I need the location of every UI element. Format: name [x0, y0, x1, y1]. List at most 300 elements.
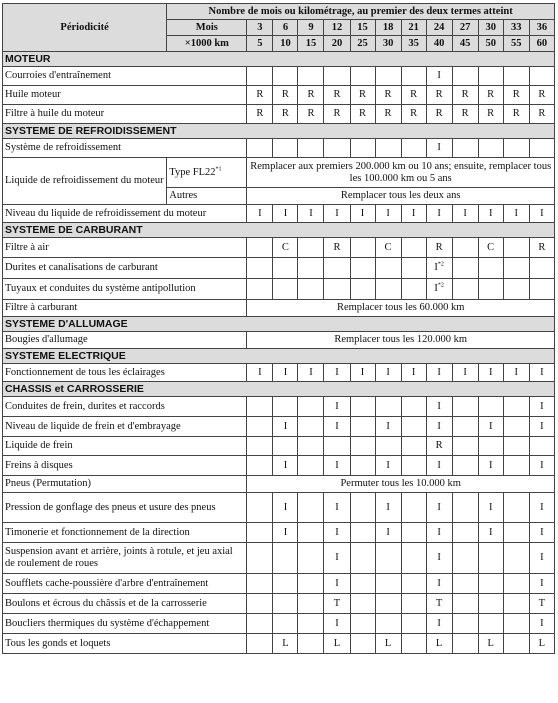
interval-cell: [324, 139, 350, 158]
interval-cell: I: [324, 574, 350, 594]
interval-cell: C: [478, 238, 503, 258]
interval-cell: [350, 67, 375, 86]
interval-cell: T: [529, 594, 554, 614]
interval-cell: I: [273, 205, 298, 223]
interval-cell: [401, 139, 426, 158]
month-header: 30: [478, 20, 503, 36]
table-row: [3, 105, 555, 124]
interval-cell: [478, 139, 503, 158]
interval-cell: R: [478, 86, 503, 105]
interval-cell: R: [324, 238, 350, 258]
interval-cell: L: [375, 634, 401, 654]
interval-cell: [401, 456, 426, 476]
interval-cell: I: [426, 417, 452, 437]
interval-cell: [273, 543, 298, 574]
interval-cell: [350, 238, 375, 258]
km-header: 35: [401, 36, 426, 52]
interval-cell: [324, 67, 350, 86]
interval-cell: [375, 614, 401, 634]
interval-cell: L: [478, 634, 503, 654]
interval-cell: $I^{*2}$: [426, 279, 452, 300]
interval-cell: [401, 238, 426, 258]
interval-cell: I: [529, 493, 554, 523]
row-label: Soufflets cache-poussière d'arbre d'entraînement: [3, 574, 247, 594]
interval-cell: I: [247, 364, 273, 382]
interval-note: Remplacer tous les 60.000 km: [247, 300, 555, 317]
interval-cell: I: [478, 456, 503, 476]
interval-cell: R: [452, 105, 478, 124]
interval-cell: I: [375, 523, 401, 543]
interval-note: Permuter tous les 10.000 km: [247, 476, 555, 493]
interval-cell: I: [324, 493, 350, 523]
maintenance-schedule-table: [2, 3, 555, 654]
interval-cell: [503, 417, 529, 437]
table-row: [3, 364, 555, 382]
interval-cell: R: [529, 105, 554, 124]
interval-cell: [350, 614, 375, 634]
interval-cell: C: [273, 238, 298, 258]
interval-cell: I: [503, 205, 529, 223]
interval-cell: [452, 594, 478, 614]
km-header: 60: [529, 36, 554, 52]
month-header: 6: [273, 20, 298, 36]
interval-note: Remplacer tous les deux ans: [247, 188, 555, 205]
interval-cell: [298, 634, 324, 654]
interval-cell: R: [298, 105, 324, 124]
interval-cell: L: [529, 634, 554, 654]
interval-cell: R: [426, 105, 452, 124]
km-header: 25: [350, 36, 375, 52]
interval-cell: [401, 397, 426, 417]
interval-cell: [478, 67, 503, 86]
interval-cell: I: [426, 456, 452, 476]
interval-cell: [350, 258, 375, 279]
table-row: [3, 543, 555, 574]
interval-cell: I: [426, 543, 452, 574]
interval-cell: [350, 574, 375, 594]
month-header: 24: [426, 20, 452, 36]
interval-cell: I: [529, 456, 554, 476]
interval-cell: [503, 397, 529, 417]
interval-cell: [478, 397, 503, 417]
row-label: Freins à disques: [3, 456, 247, 476]
interval-cell: I: [247, 205, 273, 223]
interval-cell: [478, 543, 503, 574]
interval-cell: [247, 594, 273, 614]
interval-cell: [247, 456, 273, 476]
interval-cell: [298, 258, 324, 279]
interval-cell: I: [478, 364, 503, 382]
interval-cell: [478, 279, 503, 300]
row-label: Système de refroidissement: [3, 139, 247, 158]
interval-cell: I: [324, 614, 350, 634]
interval-cell: [452, 238, 478, 258]
interval-cell: [298, 594, 324, 614]
interval-cell: [350, 397, 375, 417]
interval-cell: [375, 258, 401, 279]
interval-cell: [350, 543, 375, 574]
interval-cell: R: [324, 105, 350, 124]
table-row: [3, 493, 555, 523]
interval-cell: [298, 397, 324, 417]
section-row: [3, 52, 555, 67]
month-header: 33: [503, 20, 529, 36]
interval-cell: I: [529, 205, 554, 223]
interval-cell: I: [375, 493, 401, 523]
interval-cell: [503, 614, 529, 634]
row-label: Liquide de frein: [3, 437, 247, 456]
row-label: Tuyaux et conduites du système antipollution: [3, 279, 247, 300]
footnote-mark: *2: [437, 282, 444, 289]
interval-cell: I: [452, 205, 478, 223]
interval-cell: [273, 139, 298, 158]
section-title: SYSTEME ELECTRIQUE: [3, 349, 555, 364]
interval-cell: [503, 238, 529, 258]
interval-note: Remplacer tous les 120.000 km: [247, 332, 555, 349]
interval-cell: [452, 139, 478, 158]
interval-cell: I: [529, 364, 554, 382]
interval-cell: R: [350, 105, 375, 124]
interval-cell: [478, 574, 503, 594]
interval-cell: [298, 456, 324, 476]
interval-cell: [375, 437, 401, 456]
interval-cell: T: [426, 594, 452, 614]
interval-cell: I: [375, 456, 401, 476]
row-label: Fonctionnement de tous les éclairages: [3, 364, 247, 382]
row-label: Huile moteur: [3, 86, 247, 105]
interval-cell: [247, 258, 273, 279]
km-header: 40: [426, 36, 452, 52]
month-header: 15: [350, 20, 375, 36]
km-header: 20: [324, 36, 350, 52]
interval-cell: [478, 258, 503, 279]
row-label: Filtre à air: [3, 238, 247, 258]
interval-cell: R: [478, 105, 503, 124]
interval-cell: I: [478, 523, 503, 543]
interval-cell: [247, 523, 273, 543]
interval-cell: [247, 139, 273, 158]
km-header: 5: [247, 36, 273, 52]
interval-cell: R: [273, 105, 298, 124]
interval-cell: [401, 543, 426, 574]
interval-cell: [503, 258, 529, 279]
months-label: Mois: [167, 20, 247, 36]
table-row: [3, 258, 555, 279]
section-row: [3, 223, 555, 238]
interval-cell: [452, 279, 478, 300]
interval-cell: [529, 258, 554, 279]
interval-cell: C: [375, 238, 401, 258]
row-label: Tous les gonds et loquets: [3, 634, 247, 654]
interval-cell: [350, 139, 375, 158]
interval-cell: [273, 594, 298, 614]
interval-cell: [452, 574, 478, 594]
interval-cell: [452, 437, 478, 456]
interval-cell: [298, 493, 324, 523]
section-title: CHASSIS et CARROSSERIE: [3, 382, 555, 397]
row-label: Boulons et écrous du châssis et de la carrosserie: [3, 594, 247, 614]
interval-cell: [529, 279, 554, 300]
footnote-mark: *2: [437, 261, 444, 268]
interval-cell: [503, 574, 529, 594]
interval-cell: [452, 634, 478, 654]
interval-cell: I: [375, 364, 401, 382]
interval-cell: [375, 139, 401, 158]
section-row: [3, 317, 555, 332]
interval-cell: [298, 238, 324, 258]
interval-cell: I: [529, 574, 554, 594]
interval-cell: R: [426, 437, 452, 456]
km-header: 15: [298, 36, 324, 52]
interval-cell: L: [426, 634, 452, 654]
interval-cell: [247, 574, 273, 594]
interval-cell: [401, 594, 426, 614]
interval-cell: I: [375, 205, 401, 223]
km-header: 50: [478, 36, 503, 52]
interval-cell: [247, 238, 273, 258]
interval-cell: R: [426, 238, 452, 258]
interval-cell: I: [529, 523, 554, 543]
interval-cell: [375, 67, 401, 86]
row-label: Durites et canalisations de carburant: [3, 258, 247, 279]
km-header: 30: [375, 36, 401, 52]
interval-cell: I: [324, 364, 350, 382]
table-row: [3, 594, 555, 614]
interval-cell: R: [401, 105, 426, 124]
section-title: SYSTEME D'ALLUMAGE: [3, 317, 555, 332]
month-header: 36: [529, 20, 554, 36]
interval-cell: I: [478, 493, 503, 523]
interval-cell: [273, 397, 298, 417]
interval-cell: R: [503, 105, 529, 124]
interval-cell: I: [426, 67, 452, 86]
interval-cell: [273, 67, 298, 86]
interval-cell: I: [452, 364, 478, 382]
interval-cell: I: [324, 456, 350, 476]
interval-cell: [529, 437, 554, 456]
interval-cell: [273, 437, 298, 456]
month-header: 3: [247, 20, 273, 36]
month-header: 12: [324, 20, 350, 36]
interval-cell: [478, 594, 503, 614]
row-label: Bougies d'allumage: [3, 332, 247, 349]
interval-cell: I: [350, 364, 375, 382]
interval-cell: I: [426, 397, 452, 417]
interval-cell: R: [247, 86, 273, 105]
interval-cell: I: [426, 574, 452, 594]
interval-cell: [401, 437, 426, 456]
month-header: 21: [401, 20, 426, 36]
interval-cell: [247, 543, 273, 574]
section-row: [3, 124, 555, 139]
row-label: Conduites de frein, durites et raccords: [3, 397, 247, 417]
interval-cell: I: [426, 364, 452, 382]
interval-cell: [350, 594, 375, 614]
interval-cell: [503, 67, 529, 86]
month-header: 18: [375, 20, 401, 36]
interval-cell: I: [426, 139, 452, 158]
interval-cell: I: [426, 614, 452, 634]
interval-cell: I: [273, 364, 298, 382]
row-label: Timonerie et fonctionnement de la direction: [3, 523, 247, 543]
interval-cell: [452, 417, 478, 437]
table-row: [3, 205, 555, 223]
interval-cell: [298, 67, 324, 86]
interval-cell: I: [426, 523, 452, 543]
interval-cell: I: [324, 417, 350, 437]
interval-cell: R: [426, 86, 452, 105]
interval-cell: [452, 614, 478, 634]
interval-cell: [375, 594, 401, 614]
interval-cell: I: [478, 205, 503, 223]
interval-cell: I: [426, 493, 452, 523]
interval-cell: [503, 523, 529, 543]
interval-cell: [452, 258, 478, 279]
table-row: [3, 279, 555, 300]
km-header: 55: [503, 36, 529, 52]
interval-cell: [375, 543, 401, 574]
interval-cell: [529, 139, 554, 158]
interval-cell: L: [273, 634, 298, 654]
interval-cell: I: [529, 614, 554, 634]
interval-cell: [503, 634, 529, 654]
interval-cell: [350, 417, 375, 437]
table-row: [3, 158, 555, 188]
interval-cell: [503, 437, 529, 456]
row-sublabel: Autres: [167, 188, 247, 205]
interval-cell: I: [273, 523, 298, 543]
table-row: [3, 67, 555, 86]
interval-cell: I: [324, 523, 350, 543]
table-row: [3, 332, 555, 349]
interval-cell: L: [324, 634, 350, 654]
interval-cell: [401, 417, 426, 437]
row-label: Niveau du liquide de refroidissement du moteur: [3, 205, 247, 223]
interval-cell: [478, 437, 503, 456]
interval-cell: [273, 614, 298, 634]
interval-cell: [298, 543, 324, 574]
table-row: [3, 397, 555, 417]
interval-cell: [375, 574, 401, 594]
interval-cell: [247, 397, 273, 417]
row-label: Pression de gonflage des pneus et usure des pneus: [3, 493, 247, 523]
section-row: [3, 349, 555, 364]
row-label: Suspension avant et arrière, joints à rotule, et jeu axial de roulement de roues: [3, 543, 247, 574]
footnote-mark: *1: [215, 166, 222, 172]
row-sublabel: Type FL22$^{*1}$: [167, 158, 247, 188]
interval-cell: [503, 493, 529, 523]
km-header: 10: [273, 36, 298, 52]
interval-cell: [503, 279, 529, 300]
interval-cell: [298, 139, 324, 158]
interval-cell: [503, 139, 529, 158]
interval-cell: [350, 456, 375, 476]
interval-cell: [401, 258, 426, 279]
interval-cell: I: [273, 417, 298, 437]
table-row: [3, 456, 555, 476]
table-row: [3, 86, 555, 105]
table-row: [3, 139, 555, 158]
interval-cell: [350, 493, 375, 523]
interval-title: Nombre de mois ou kilométrage, au premier des deux termes atteint: [167, 4, 555, 20]
interval-cell: [247, 634, 273, 654]
interval-cell: [401, 67, 426, 86]
interval-cell: [401, 279, 426, 300]
row-label: Niveau de liquide de frein et d'embrayage: [3, 417, 247, 437]
interval-cell: [503, 594, 529, 614]
interval-cell: [401, 574, 426, 594]
interval-cell: [247, 417, 273, 437]
interval-cell: [247, 67, 273, 86]
interval-cell: I: [324, 205, 350, 223]
interval-cell: [452, 493, 478, 523]
interval-cell: R: [273, 86, 298, 105]
interval-cell: I: [324, 397, 350, 417]
row-label: Boucliers thermiques du système d'échappement: [3, 614, 247, 634]
row-label: Pneus (Permutation): [3, 476, 247, 493]
row-label: Courroies d'entraînement: [3, 67, 247, 86]
interval-cell: [401, 493, 426, 523]
table-row: [3, 437, 555, 456]
interval-cell: I: [529, 397, 554, 417]
table-row: [3, 574, 555, 594]
interval-cell: R: [452, 86, 478, 105]
interval-cell: [298, 574, 324, 594]
interval-cell: [324, 437, 350, 456]
interval-cell: [298, 417, 324, 437]
interval-cell: I: [401, 205, 426, 223]
interval-cell: R: [503, 86, 529, 105]
interval-cell: [401, 614, 426, 634]
interval-cell: R: [247, 105, 273, 124]
interval-note: Remplacer aux premiers 200.000 km ou 10 ans; ensuite, remplacer tous les 100.000 km ou 5 ans: [247, 158, 555, 188]
table-row: [3, 238, 555, 258]
row-label: Filtre à carburant: [3, 300, 247, 317]
periodicite-header: Périodicité: [3, 4, 167, 52]
interval-cell: T: [324, 594, 350, 614]
interval-cell: R: [350, 86, 375, 105]
interval-cell: [247, 614, 273, 634]
section-title: SYSTEME DE CARBURANT: [3, 223, 555, 238]
interval-cell: R: [324, 86, 350, 105]
interval-cell: R: [375, 105, 401, 124]
km-header: 45: [452, 36, 478, 52]
interval-cell: [401, 634, 426, 654]
interval-cell: R: [401, 86, 426, 105]
interval-cell: [350, 634, 375, 654]
interval-cell: [298, 279, 324, 300]
interval-cell: I: [529, 417, 554, 437]
interval-cell: [273, 258, 298, 279]
month-header: 9: [298, 20, 324, 36]
interval-cell: [452, 543, 478, 574]
section-title: MOTEUR: [3, 52, 555, 67]
month-header: 27: [452, 20, 478, 36]
interval-cell: [324, 258, 350, 279]
interval-cell: I: [426, 205, 452, 223]
header-row-title: [3, 4, 555, 20]
schedule-body: [3, 4, 555, 654]
interval-cell: I: [401, 364, 426, 382]
interval-cell: R: [298, 86, 324, 105]
interval-cell: I: [273, 456, 298, 476]
interval-cell: [478, 614, 503, 634]
interval-cell: R: [375, 86, 401, 105]
interval-cell: [375, 397, 401, 417]
interval-cell: [298, 523, 324, 543]
table-row: [3, 523, 555, 543]
interval-cell: I: [324, 543, 350, 574]
